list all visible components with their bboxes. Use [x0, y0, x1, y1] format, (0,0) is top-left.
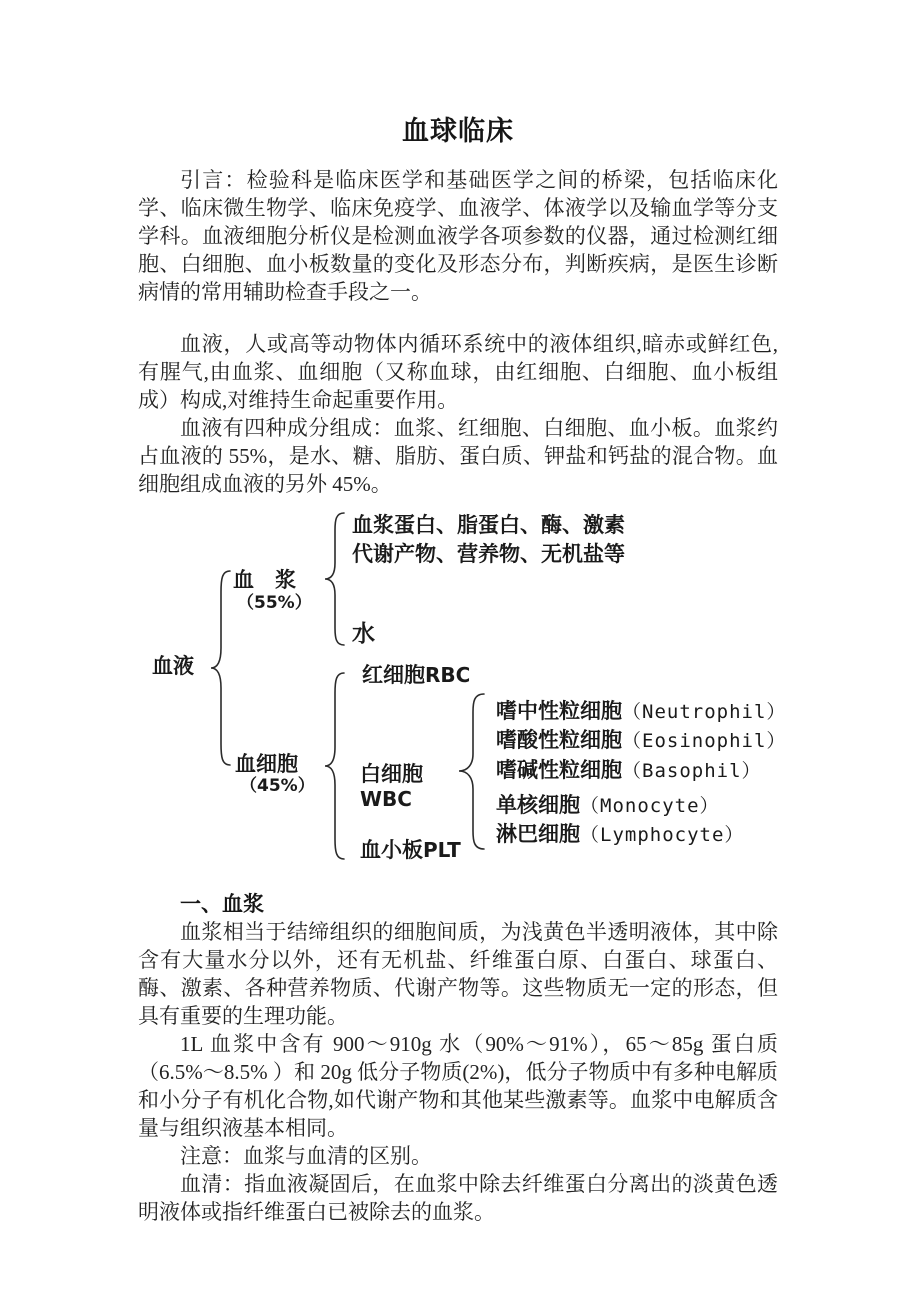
- intro-paragraph: 引言：检验科是临床医学和基础医学之间的桥梁，包括临床化学、临床微生物学、临床免疫学、血液学、体液学以及输血学等分支学科。血液细胞分析仪是检测血液学各项参数的仪器，通过检测红细胞、白细胞、血小板数量的变化及形态分布，判断疾病，是医生诊断病情的常用辅助检查手段之一。: [138, 168, 778, 304]
- plasma-composition-paragraph: 1L 血浆中含有 900～910g 水（90%～91%），65～85g 蛋白质（6.5%～8.5% ）和 20g 低分子物质(2%)，低分子物质中有多种电解质和小分子有机化合物,如代谢产物和其他某些激素等。血浆中电解质含量与组织液基本相同。: [138, 1032, 778, 1140]
- diagram-plasma-solutes-line2: 代谢产物、营养物、无机盐等: [352, 542, 625, 566]
- wbc-type-en: （Basophil）: [622, 760, 762, 782]
- wbc-type-zh: 淋巴细胞: [496, 822, 580, 846]
- wbc-type-en: （Lymphocyte）: [580, 824, 745, 846]
- diagram-node-plasma: 血 浆: [233, 568, 296, 592]
- rbc-label-en: RBC: [425, 663, 471, 687]
- diagram-plasma-percent: （55%）: [237, 593, 312, 613]
- diagram-plasma-solutes-line1: 血浆蛋白、脂蛋白、酶、激素: [352, 513, 625, 537]
- plt-label-en: PLT: [423, 838, 461, 862]
- curly-brace-plasma-icon: [324, 512, 346, 646]
- diagram-plasma-water: 水: [352, 621, 375, 647]
- wbc-type-en: （Eosinophil）: [622, 730, 787, 752]
- diagram-node-blood-cells: 血细胞: [235, 752, 298, 776]
- note-paragraph: 注意：血浆与血清的区别。: [180, 1144, 432, 1168]
- diagram-cells-percent: （45%）: [240, 776, 315, 796]
- diagram-wbc-type-neutrophil: [496, 699, 786, 724]
- wbc-type-zh: 嗜酸性粒细胞: [496, 728, 622, 752]
- wbc-type-zh: 单核细胞: [496, 793, 580, 817]
- curly-brace-cells-icon: [324, 672, 346, 860]
- diagram-node-wbc-en: WBC: [360, 787, 412, 811]
- serum-definition-paragraph: 血清：指血液凝固后，在血浆中除去纤维蛋白分离出的淡黄色透明液体或指纤维蛋白已被除去的血浆。: [138, 1172, 778, 1224]
- diagram-wbc-type-monocyte: [496, 793, 720, 818]
- wbc-type-zh: 嗜碱性粒细胞: [496, 758, 622, 782]
- diagram-node-wbc-zh: 白细胞: [360, 762, 423, 786]
- curly-brace-wbc-icon: [458, 693, 486, 850]
- diagram-node-blood: 血液: [152, 654, 194, 678]
- wbc-type-en: （Neutrophil）: [622, 701, 787, 723]
- blood-composition-diagram: [138, 506, 787, 878]
- diagram-wbc-type-basophil: [496, 758, 762, 783]
- diagram-wbc-type-lymphocyte: [496, 822, 744, 847]
- blood-components-paragraph: 血液有四种成分组成：血浆、红细胞、白细胞、血小板。血浆约占血液的 55%，是水、糖、脂肪、蛋白质、钾盐和钙盐的混合物。血细胞组成血液的另外 45%。: [138, 416, 778, 496]
- blood-definition-paragraph: 血液，人或高等动物体内循环系统中的液体组织,暗赤或鲜红色,有腥气,由血浆、血细胞（又称血球，由红细胞、白细胞、血小板组成）构成,对维持生命起重要作用。: [138, 332, 778, 412]
- curly-brace-blood-icon: [210, 570, 232, 766]
- page-title: 血球临床: [402, 116, 514, 147]
- diagram-node-rbc: [362, 663, 470, 687]
- document-content: [0, 114, 920, 1226]
- diagram-node-plt: [360, 838, 461, 862]
- section-heading-plasma: 一、血浆: [180, 892, 264, 916]
- plt-label-zh: 血小板: [360, 838, 423, 862]
- wbc-type-en: （Monocyte）: [580, 795, 720, 817]
- rbc-label-zh: 红细胞: [362, 663, 425, 687]
- wbc-type-zh: 嗜中性粒细胞: [496, 699, 622, 723]
- diagram-wbc-type-eosinophil: [496, 728, 786, 753]
- plasma-description-paragraph: 血浆相当于结缔组织的细胞间质，为浅黄色半透明液体，其中除含有大量水分以外，还有无机盐、纤维蛋白原、白蛋白、球蛋白、酶、激素、各种营养物质、代谢产物等。这些物质无一定的形态，但具有重要的生理功能。: [138, 920, 778, 1028]
